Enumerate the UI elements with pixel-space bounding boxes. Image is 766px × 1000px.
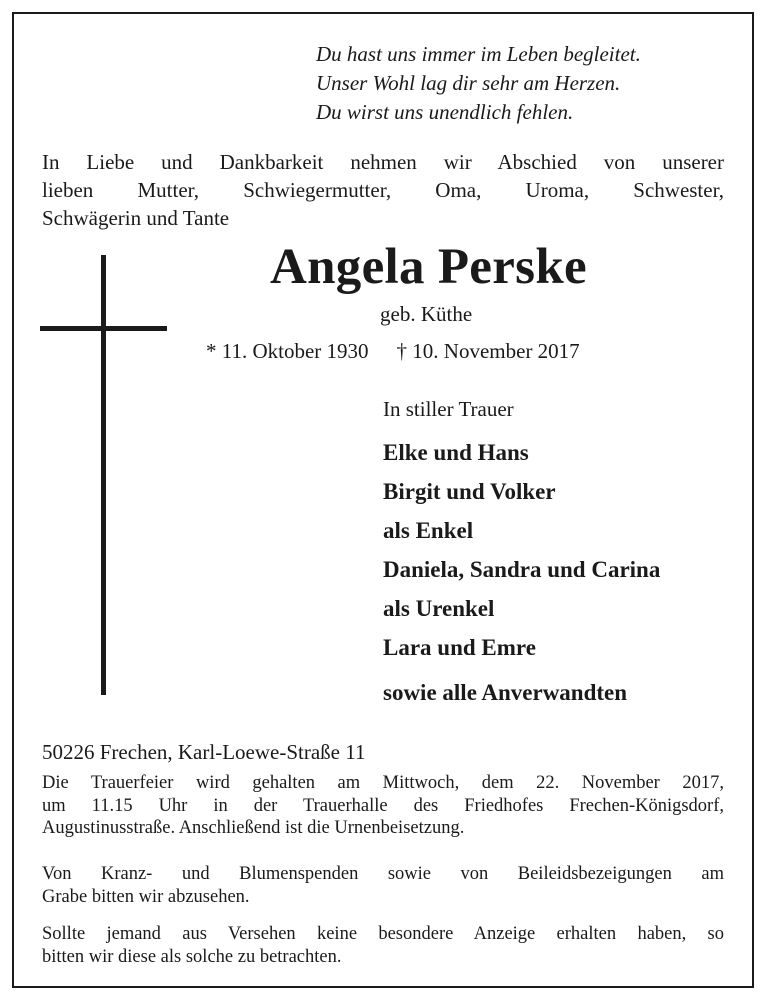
cross-vertical-bar — [101, 255, 106, 695]
funeral-info — [42, 772, 724, 840]
notice-note-line: bitten wir diese als solche zu betrachten. — [42, 946, 342, 967]
maiden-name: geb. Küthe — [380, 302, 473, 326]
poem — [316, 40, 641, 127]
cross-horizontal-bar — [40, 326, 167, 331]
flowers-note — [42, 863, 724, 908]
intro-line: lieben Mutter, Schwiegermutter, Oma, Uroma, Schwester, — [42, 178, 724, 202]
intro-line: Schwägerin und Tante — [42, 206, 230, 230]
life-dates — [206, 339, 580, 364]
funeral-info-line: um 11.15 Uhr in der Trauerhalle des Friedhofes Frechen-Königsdorf, — [42, 795, 724, 816]
flowers-note-line: Grabe bitten wir abzusehen. — [42, 886, 250, 907]
mourner-line: als Urenkel — [383, 596, 495, 621]
intro-line: In Liebe und Dankbarkeit nehmen wir Abschied von unserer — [42, 150, 724, 174]
mourner-line: Elke und Hans — [383, 440, 529, 465]
birth-date: * 11. Oktober 1930 — [206, 339, 369, 363]
notice-note-line: Sollte jemand aus Versehen keine besondere Anzeige erhalten haben, so — [42, 924, 724, 944]
poem-line: Du hast uns immer im Leben begleitet. — [316, 42, 641, 66]
mourner-line: als Enkel — [383, 518, 474, 543]
death-date: † 10. November 2017 — [396, 339, 580, 363]
notice-note — [42, 923, 724, 968]
mourning-intro: In stiller Trauer — [383, 397, 514, 421]
poem-line: Unser Wohl lag dir sehr am Herzen. — [316, 71, 621, 95]
family-address: 50226 Frechen, Karl-Loewe-Straße 11 — [42, 740, 366, 764]
funeral-info-line: Die Trauerfeier wird gehalten am Mittwoch, dem 22. November 2017, — [42, 773, 724, 793]
funeral-info-line: Augustinusstraße. Anschließend ist die Urnenbeisetzung. — [42, 818, 465, 838]
deceased-name: Angela Perske — [270, 239, 587, 295]
mourners-list — [383, 438, 660, 717]
mourner-line: Lara und Emre — [383, 635, 536, 660]
poem-line: Du wirst uns unendlich fehlen. — [316, 100, 574, 124]
mourner-line: sowie alle Anverwandten — [383, 680, 628, 705]
intro-text — [42, 148, 724, 232]
mourner-line: Birgit und Volker — [383, 479, 556, 504]
flowers-note-line: Von Kranz- und Blumenspenden sowie von Beileidsbezeigungen am — [42, 864, 724, 884]
mourner-line: Daniela, Sandra und Carina — [383, 557, 661, 582]
